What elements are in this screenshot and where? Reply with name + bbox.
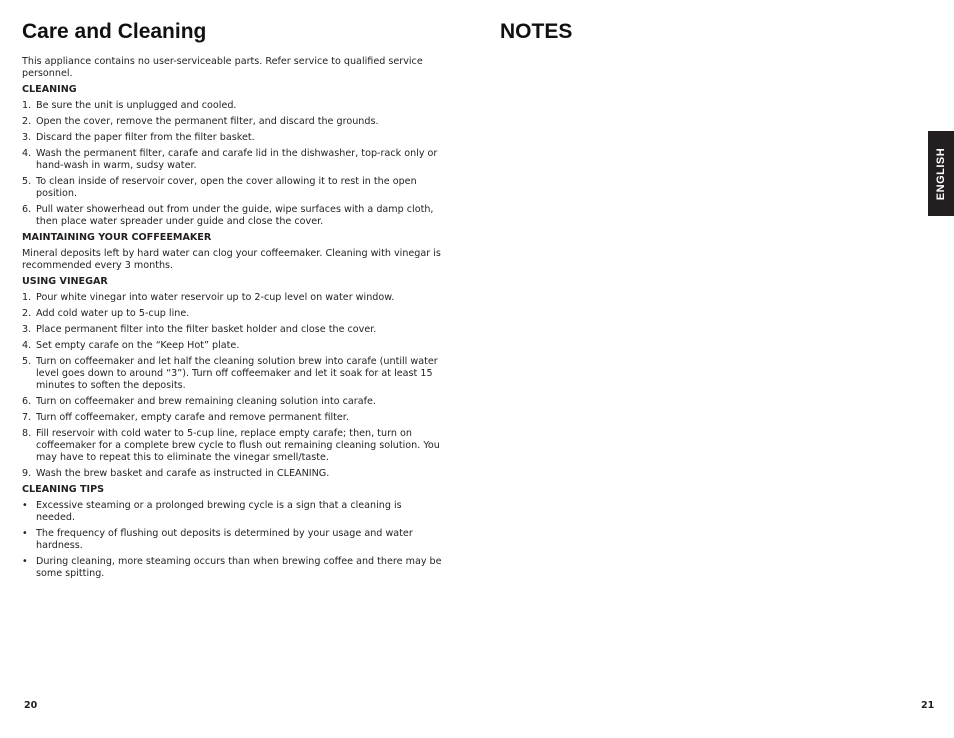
list-marker: • [22, 556, 28, 567]
list-item [22, 428, 442, 464]
list-marker: • [22, 500, 28, 511]
list-marker: 7. [22, 412, 32, 423]
cleaning-list [22, 100, 442, 228]
page-number-right: 21 [921, 700, 935, 711]
list-item [22, 528, 442, 552]
list-item-text: Pour white vinegar into water reservoir up to 2-cup level on water window. [36, 292, 395, 303]
list-marker: 1. [22, 100, 32, 111]
list-item [22, 340, 442, 352]
list-marker: 8. [22, 428, 32, 439]
list-marker: • [22, 528, 28, 539]
list-item-text: Set empty carafe on the “Keep Hot” plate. [36, 340, 240, 351]
list-item [22, 396, 442, 408]
list-marker: 2. [22, 308, 32, 319]
list-item [22, 324, 442, 336]
list-item [22, 412, 442, 424]
notes-title: NOTES [500, 20, 573, 43]
list-item-text: Pull water showerhead out from under the guide, wipe surfaces with a damp cloth, then place water spreader under guide and close the cover. [36, 204, 434, 227]
list-marker: 3. [22, 132, 32, 143]
list-marker: 3. [22, 324, 32, 335]
list-marker: 1. [22, 292, 32, 303]
list-item [22, 292, 442, 304]
list-item [22, 356, 442, 392]
list-marker: 5. [22, 356, 32, 367]
page-number-left: 20 [24, 700, 38, 711]
list-marker: 4. [22, 148, 32, 159]
left-page [22, 20, 442, 584]
list-item-text: The frequency of flushing out deposits is determined by your usage and water hardness. [36, 528, 413, 551]
list-item-text: Wash the brew basket and carafe as instructed in CLEANING. [36, 468, 330, 479]
list-item-text: Place permanent filter into the filter basket holder and close the cover. [36, 324, 377, 335]
list-item [22, 556, 442, 580]
tips-list [22, 500, 442, 580]
list-marker: 5. [22, 176, 32, 187]
list-item [22, 204, 442, 228]
list-item-text: Open the cover, remove the permanent filter, and discard the grounds. [36, 116, 379, 127]
list-item [22, 132, 442, 144]
list-item [22, 148, 442, 172]
list-marker: 6. [22, 396, 32, 407]
list-item-text: Turn on coffeemaker and let half the cleaning solution brew into carafe (untill water level goes down to around “3”). Turn off coffeemaker and let it soak for at least 15 minutes to soften the deposits. [36, 356, 438, 391]
list-item [22, 176, 442, 200]
intro-paragraph: This appliance contains no user-serviceable parts. Refer service to qualified service personnel. [22, 56, 423, 79]
vinegar-list [22, 292, 442, 480]
list-item [22, 116, 442, 128]
cleaning-heading: CLEANING [22, 84, 77, 95]
list-item-text: Excessive steaming or a prolonged brewing cycle is a sign that a cleaning is needed. [36, 500, 402, 523]
list-item-text: Add cold water up to 5-cup line. [36, 308, 190, 319]
list-item-text: Discard the paper filter from the filter basket. [36, 132, 255, 143]
list-item-text: Wash the permanent filter, carafe and carafe lid in the dishwasher, top-rack only or hand-wash in warm, sudsy water. [36, 148, 438, 171]
vinegar-heading: USING VINEGAR [22, 276, 108, 287]
list-item-text: Be sure the unit is unplugged and cooled. [36, 100, 237, 111]
list-item [22, 100, 442, 112]
list-marker: 4. [22, 340, 32, 351]
list-item [22, 308, 442, 320]
maintaining-paragraph: Mineral deposits left by hard water can clog your coffeemaker. Cleaning with vinegar is recommended every 3 months. [22, 248, 441, 271]
list-item-text: Fill reservoir with cold water to 5-cup line, replace empty carafe; then, turn on coffeemaker for a complete brew cycle to flush out remaining cleaning solution. You may have to repeat this to eliminate the vinegar smell/taste. [36, 428, 440, 463]
list-item [22, 500, 442, 524]
list-item-text: To clean inside of reservoir cover, open the cover allowing it to rest in the open position. [36, 176, 417, 199]
language-tab [928, 131, 954, 216]
list-item-text: During cleaning, more steaming occurs than when brewing coffee and there may be some spitting. [36, 556, 442, 579]
list-marker: 2. [22, 116, 32, 127]
list-item [22, 468, 442, 480]
maintaining-heading: MAINTAINING YOUR COFFEEMAKER [22, 232, 212, 243]
list-marker: 6. [22, 204, 32, 215]
language-tab-label: ENGLISH [935, 147, 947, 200]
list-marker: 9. [22, 468, 32, 479]
list-item-text: Turn off coffeemaker, empty carafe and remove permanent filter. [36, 412, 349, 423]
page-title: Care and Cleaning [22, 20, 207, 43]
tips-heading: CLEANING TIPS [22, 484, 105, 495]
list-item-text: Turn on coffeemaker and brew remaining cleaning solution into carafe. [36, 396, 376, 407]
